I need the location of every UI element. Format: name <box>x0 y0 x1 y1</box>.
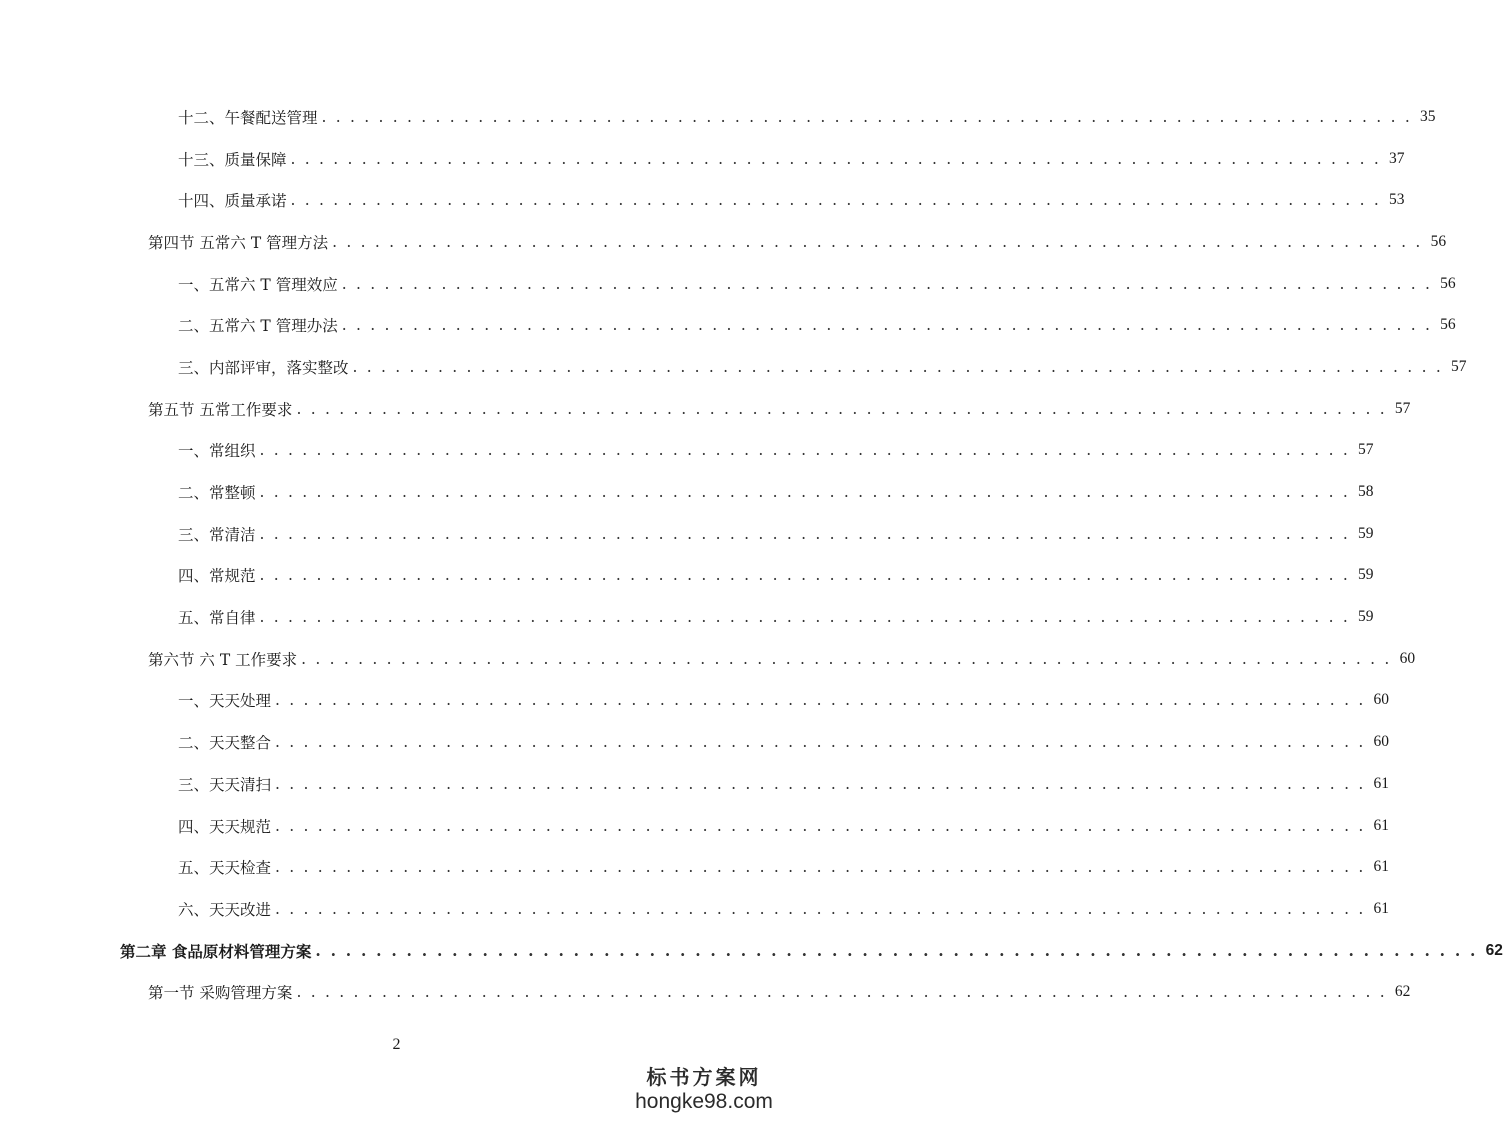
toc-entry[interactable] <box>0 638 1416 680</box>
toc-entry-page: 57 <box>1450 357 1467 375</box>
toc-entry-page: 56 <box>1440 316 1456 334</box>
toc-leader-dots: . . . . . . . . . . . . . . . . . . . . . . . . . . . . . . . . . . . . . . . . . . . . . . . . . . . . . . . . . . . . . . . . . . . . . . . . . . . . . <box>259 524 1350 543</box>
toc-entry-page: 58 <box>1357 483 1374 501</box>
watermark-logo <box>629 1064 779 1114</box>
toc-entry[interactable] <box>0 471 1374 513</box>
toc-leader-dots: . . . . . . . . . . . . . . . . . . . . . . . . . . . . . . . . . . . . . . . . . . . . . . . . . . . . . . . . . . . . . . . . . . . . . . . . . . . . . <box>259 608 1350 627</box>
toc-entry-page: 57 <box>1394 399 1411 417</box>
toc-leader-dots: . . . . . . . . . . . . . . . . . . . . . . . . . . . . . . . . . . . . . . . . . . . . . . . . . . . . . . . . . . . . . . . . . . . . . . . . . . . . . <box>275 733 1366 752</box>
toc-entry[interactable] <box>0 930 1503 972</box>
toc-entry-title: 第五节 五常工作要求 <box>148 400 293 419</box>
toc-entry-title: 二、常整顿 <box>178 484 256 503</box>
toc-entry-title: 四、天天规范 <box>178 817 272 836</box>
toc-leader-dots: . . . . . . . . . . . . . . . . . . . . . . . . . . . . . . . . . . . . . . . . . . . . . . . . . . . . . . . . . . . . . . . . . . . . . . . . . . . . . <box>290 191 1381 210</box>
toc-entry[interactable] <box>0 555 1374 597</box>
toc-entry-page: 56 <box>1430 232 1447 250</box>
toc-leader-dots: . . . . . . . . . . . . . . . . . . . . . . . . . . . . . . . . . . . . . . . . . . . . . . . . . . . . . . . . . . . . . . . . . . . . . . . . . . . . . <box>259 566 1350 585</box>
toc-entry[interactable] <box>0 263 1456 305</box>
toc-entry-title: 一、五常六 T 管理效应 <box>178 275 338 294</box>
toc-entry-title: 三、内部评审，落实整改 <box>178 358 349 377</box>
toc-entry-title: 第四节 五常六 T 管理方法 <box>148 233 329 252</box>
toc-leader-dots: . . . . . . . . . . . . . . . . . . . . . . . . . . . . . . . . . . . . . . . . . . . . . . . . . . . . . . . . . . . . . . . . . . . . . . . . . . . . . <box>275 816 1366 835</box>
toc-entry-page: 59 <box>1357 566 1374 584</box>
toc-entry-page: 62 <box>1394 983 1411 1001</box>
toc-entry-title: 第一节 采购管理方案 <box>148 984 293 1003</box>
toc-entry-title: 三、天天清扫 <box>178 775 272 794</box>
table-of-contents <box>0 96 1503 1013</box>
toc-entry-title: 二、五常六 T 管理办法 <box>178 317 338 336</box>
toc-entry-page: 62 <box>1485 941 1503 959</box>
toc-entry-page: 59 <box>1357 608 1374 626</box>
toc-entry-page: 61 <box>1373 899 1389 917</box>
toc-leader-dots: . . . . . . . . . . . . . . . . . . . . . . . . . . . . . . . . . . . . . . . . . . . . . . . . . . . . . . . . . . . . . . . . . . . . . . . . . . . . . <box>296 399 1387 418</box>
toc-entry-page: 61 <box>1373 816 1389 834</box>
toc-entry-page: 60 <box>1399 649 1416 667</box>
toc-entry-page: 60 <box>1373 733 1389 751</box>
toc-entry[interactable] <box>0 138 1405 180</box>
toc-entry-page: 35 <box>1419 107 1436 125</box>
watermark-url: hongke98.com <box>635 1090 773 1113</box>
toc-entry[interactable] <box>0 179 1405 221</box>
page-number: 2 <box>392 1036 401 1053</box>
toc-entry-title: 五、常自律 <box>178 609 256 628</box>
toc-entry-page: 61 <box>1373 858 1389 876</box>
toc-entry-page: 53 <box>1388 191 1405 209</box>
toc-leader-dots: . . . . . . . . . . . . . . . . . . . . . . . . . . . . . . . . . . . . . . . . . . . . . . . . . . . . . . . . . . . . . . . . . . . . . . . . . . . . . <box>275 899 1366 918</box>
toc-entry[interactable] <box>0 430 1374 472</box>
toc-entry-title: 六、天天改进 <box>178 900 272 919</box>
toc-leader-dots: . . . . . . . . . . . . . . . . . . . . . . . . . . . . . . . . . . . . . . . . . . . . . . . . . . . . . . . . . . . . . . . . . . . . . . . . . . . . . <box>275 774 1366 793</box>
toc-entry-page: 60 <box>1373 691 1389 709</box>
toc-leader-dots: . . . . . . . . . . . . . . . . . . . . . . . . . . . . . . . . . . . . . . . . . . . . . . . . . . . . . . . . . . . . . . . . . . . . . . . . . . . . . <box>275 691 1366 710</box>
toc-entry-title: 一、天天处理 <box>178 692 272 711</box>
toc-leader-dots: . . . . . . . . . . . . . . . . . . . . . . . . . . . . . . . . . . . . . . . . . . . . . . . . . . . . . . . . . . . . . . . . . . . . . . . . . . . . . <box>321 107 1412 126</box>
toc-entry[interactable] <box>0 513 1374 555</box>
toc-entry-title: 十三、质量保障 <box>178 150 287 169</box>
toc-entry-title: 一、常组织 <box>178 442 256 461</box>
toc-entry[interactable] <box>0 596 1374 638</box>
toc-leader-dots: . . . . . . . . . . . . . . . . . . . . . . . . . . . . . . . . . . . . . . . . . . . . . . . . . . . . . . . . . . . . . . . . . . . . . . . . . . . . . <box>315 941 1478 961</box>
toc-entry[interactable] <box>0 971 1411 1013</box>
toc-entry-page: 61 <box>1373 774 1389 792</box>
toc-entry[interactable] <box>0 680 1389 722</box>
toc-leader-dots: . . . . . . . . . . . . . . . . . . . . . . . . . . . . . . . . . . . . . . . . . . . . . . . . . . . . . . . . . . . . . . . . . . . . . . . . . . . . . <box>259 483 1350 502</box>
toc-entry[interactable] <box>0 888 1389 930</box>
toc-leader-dots: . . . . . . . . . . . . . . . . . . . . . . . . . . . . . . . . . . . . . . . . . . . . . . . . . . . . . . . . . . . . . . . . . . . . . . . . . . . . . <box>259 441 1350 460</box>
toc-entry-page: 57 <box>1357 441 1374 459</box>
toc-entry-title: 四、常规范 <box>178 567 256 586</box>
toc-leader-dots: . . . . . . . . . . . . . . . . . . . . . . . . . . . . . . . . . . . . . . . . . . . . . . . . . . . . . . . . . . . . . . . . . . . . . . . . . . . . . <box>275 858 1366 877</box>
toc-entry[interactable] <box>0 221 1447 263</box>
toc-entry[interactable] <box>0 304 1456 346</box>
toc-entry-title: 第六节 六 T 工作要求 <box>148 650 298 669</box>
toc-entry-title: 三、常清洁 <box>178 525 256 544</box>
toc-entry-title: 二、天天整合 <box>178 734 272 753</box>
toc-entry[interactable] <box>0 346 1467 388</box>
toc-entry[interactable] <box>0 763 1389 805</box>
toc-leader-dots: . . . . . . . . . . . . . . . . . . . . . . . . . . . . . . . . . . . . . . . . . . . . . . . . . . . . . . . . . . . . . . . . . . . . . . . . . . . . . <box>352 357 1443 376</box>
toc-entry-title: 十四、质量承诺 <box>178 192 287 211</box>
toc-entry-page: 59 <box>1357 524 1374 542</box>
toc-leader-dots: . . . . . . . . . . . . . . . . . . . . . . . . . . . . . . . . . . . . . . . . . . . . . . . . . . . . . . . . . . . . . . . . . . . . . . . . . . . . . <box>301 649 1392 668</box>
toc-entry[interactable] <box>0 96 1436 138</box>
toc-leader-dots: . . . . . . . . . . . . . . . . . . . . . . . . . . . . . . . . . . . . . . . . . . . . . . . . . . . . . . . . . . . . . . . . . . . . . . . . . . . . . <box>290 149 1381 168</box>
toc-leader-dots: . . . . . . . . . . . . . . . . . . . . . . . . . . . . . . . . . . . . . . . . . . . . . . . . . . . . . . . . . . . . . . . . . . . . . . . . . . . . . <box>332 232 1423 251</box>
toc-leader-dots: . . . . . . . . . . . . . . . . . . . . . . . . . . . . . . . . . . . . . . . . . . . . . . . . . . . . . . . . . . . . . . . . . . . . . . . . . . . . . <box>341 274 1433 293</box>
toc-entry-title: 第二章 食品原材料管理方案 <box>120 942 312 961</box>
toc-entry[interactable] <box>0 388 1411 430</box>
toc-entry-title: 五、天天检查 <box>178 859 272 878</box>
toc-entry-title: 十二、午餐配送管理 <box>178 108 318 127</box>
toc-entry[interactable] <box>0 846 1389 888</box>
toc-entry[interactable] <box>0 805 1389 847</box>
toc-entry-page: 56 <box>1440 274 1456 292</box>
toc-leader-dots: . . . . . . . . . . . . . . . . . . . . . . . . . . . . . . . . . . . . . . . . . . . . . . . . . . . . . . . . . . . . . . . . . . . . . . . . . . . . . <box>341 316 1433 335</box>
toc-leader-dots: . . . . . . . . . . . . . . . . . . . . . . . . . . . . . . . . . . . . . . . . . . . . . . . . . . . . . . . . . . . . . . . . . . . . . . . . . . . . . <box>296 983 1387 1002</box>
watermark-brand: 标书方案网 <box>646 1065 762 1089</box>
toc-entry[interactable] <box>0 721 1389 763</box>
toc-entry-page: 37 <box>1388 149 1405 167</box>
